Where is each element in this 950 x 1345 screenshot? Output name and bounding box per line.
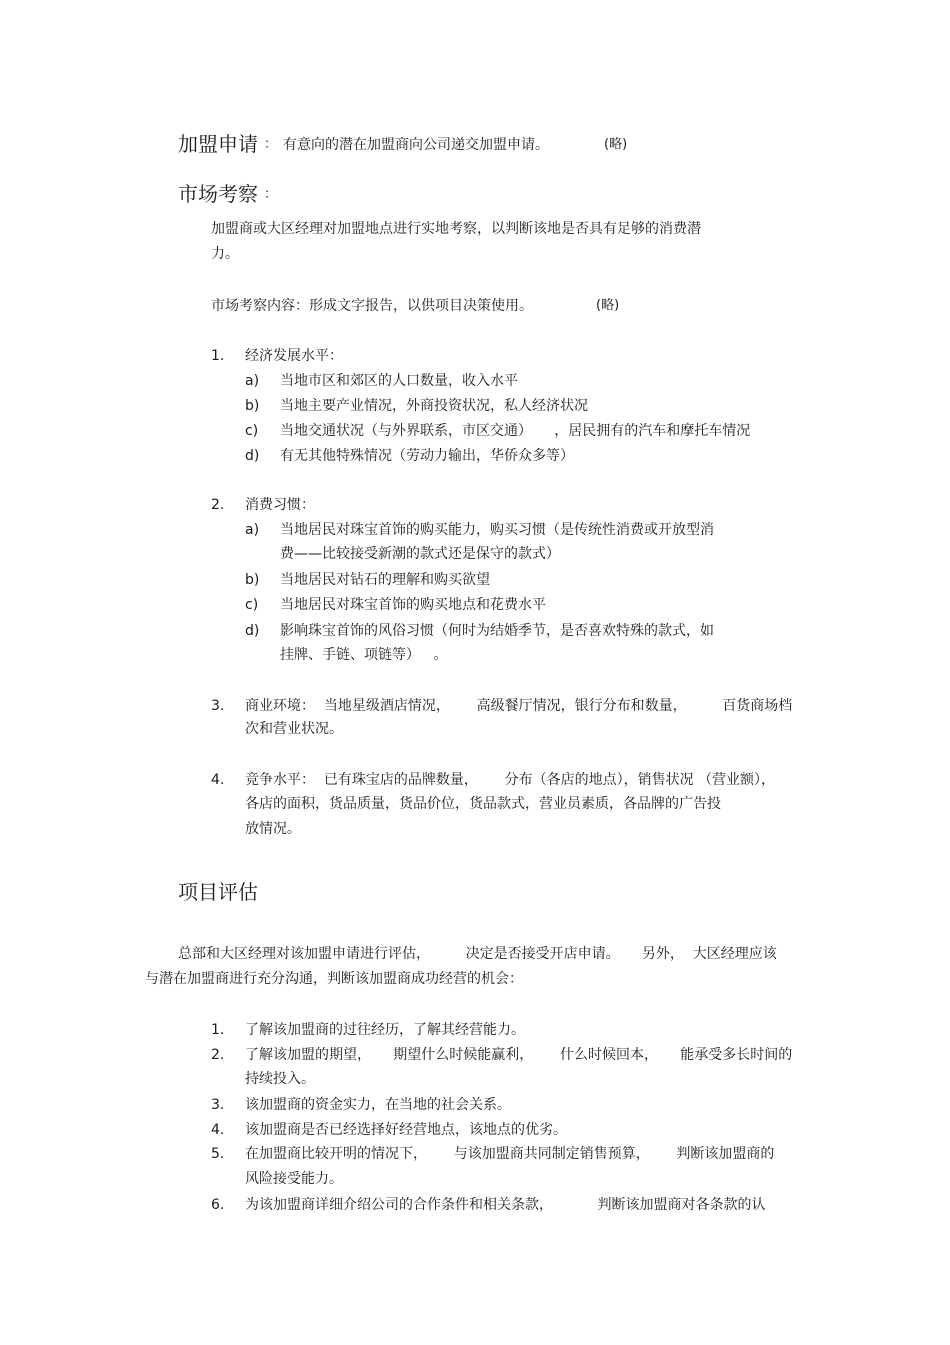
list-item-text: 次和营业状况。 [245,721,343,737]
sub-item-text: 当地主要产业情况，外商投资状况，私人经济状况 [280,398,588,414]
list-number: 3. [211,1097,225,1113]
sub-item-text: 当地居民对珠宝首饰的购买能力，购买习惯（是传统性消费或开放型消 [280,522,714,538]
sub-letter: d) [245,623,260,639]
list-number: 1. [211,1022,225,1038]
list-number: 5. [211,1146,225,1162]
franchise-application-note: (略) [604,137,628,152]
list-item-text: 该加盟商的资金实力，在当地的社会关系。 [245,1097,511,1113]
market-survey-intro-line2: 力。 [211,246,239,262]
list-number: 2. [211,1047,225,1063]
sub-letter: c) [245,597,259,613]
list-number: 2. [211,497,225,513]
heading-franchise-application: 加盟申请 [178,132,258,156]
list-item-text: 了解该加盟商的过往经历，了解其经营能力。 [245,1022,525,1038]
sub-letter: b) [245,398,260,414]
sub-item-text: 当地交通状况（与外界联系，市区交通） ，居民拥有的汽车和摩托车情况 [280,423,751,439]
list-item-text: 该加盟商是否已经选择好经营地点，该地点的优劣。 [245,1122,567,1138]
sub-letter: a) [245,373,260,389]
market-survey-content-text: 市场考察内容：形成文字报告，以供项目决策使用。 [211,298,533,314]
list-number: 1. [211,348,225,364]
list-item-text: 风险接受能力。 [245,1171,343,1187]
list-number: 3. [211,698,225,714]
sub-item-text: 有无其他特殊情况（劳动力输出，华侨众多等） [280,448,574,464]
sub-item-text: 当地居民对珠宝首饰的购买地点和花费水平 [280,597,546,613]
list-item-text: 了解该加盟的期望， 期望什么时候能赢利， 什么时候回本， 能承受多长时间的 [245,1047,793,1063]
list-item-title: 经济发展水平： [245,348,343,364]
heading-market-survey: 市场考察 [178,182,258,206]
franchise-application-text: 有意向的潜在加盟商向公司递交加盟申请。 [283,137,549,153]
list-item-text: 为该加盟商详细介绍公司的合作条件和相关条款， 判断该加盟商对各条款的认 [245,1197,766,1213]
sub-item-text: 费——比较接受新潮的款式还是保守的款式） [280,546,560,562]
sub-letter: a) [245,522,260,538]
list-item-text: 放情况。 [245,821,301,837]
list-number: 4. [211,772,225,788]
list-item-text: 竞争水平： 已有珠宝店的品牌数量， 分布（各店的地点），销售状况 （营业额）， [245,772,776,788]
sub-item-text: 挂牌、手链、项链等） 。 [280,647,448,663]
list-item-text: 各店的面积，货品质量，货品价位，货品款式，营业员素质，各品牌的广告投 [245,796,721,812]
sub-letter: b) [245,572,260,588]
heading-colon: ： [264,137,278,152]
sub-item-text: 当地市区和郊区的人口数量，收入水平 [280,373,518,389]
list-number: 4. [211,1122,225,1138]
list-item-title: 消费习惯： [245,497,315,513]
list-item-text: 商业环境： 当地星级酒店情况， 高级餐厅情况，银行分布和数量， 百货商场档 [245,698,793,714]
list-item-text: 持续投入。 [245,1071,315,1087]
evaluation-paragraph-line2: 与潜在加盟商进行充分沟通，判断该加盟商成功经营的机会： [145,971,523,987]
evaluation-paragraph-line1: 总部和大区经理对该加盟申请进行评估， 决定是否接受开店申请。 另外， 大区经理应该 [178,946,777,962]
list-item-text: 在加盟商比较开明的情况下， 与该加盟商共同制定销售预算， 判断该加盟商的 [245,1146,775,1162]
market-survey-intro-line1: 加盟商或大区经理对加盟地点进行实地考察，以判断该地是否具有足够的消费潜 [211,221,701,237]
market-survey-content-note: (略) [596,298,620,313]
sub-item-text: 影响珠宝首饰的风俗习惯（何时为结婚季节，是否喜欢特殊的款式，如 [280,623,714,639]
sub-letter: d) [245,448,260,464]
heading-project-evaluation: 项目评估 [178,880,258,904]
heading-colon: ： [264,187,278,202]
sub-item-text: 当地居民对钻石的理解和购买欲望 [280,572,490,588]
sub-letter: c) [245,423,259,439]
list-number: 6. [211,1197,225,1213]
